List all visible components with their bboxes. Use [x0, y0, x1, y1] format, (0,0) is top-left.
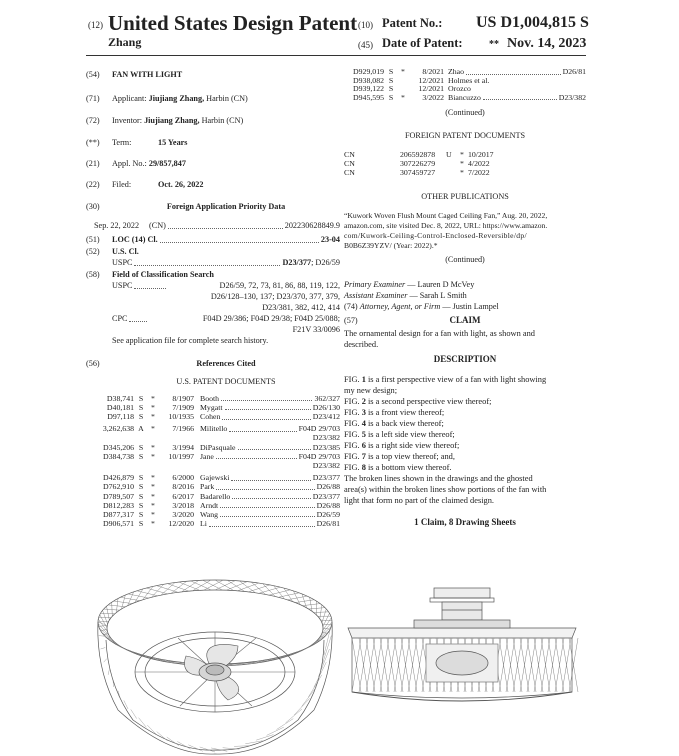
fig-text: is a right side view thereof; [365, 441, 460, 450]
foreign-kind [446, 168, 456, 177]
code-56: (56) [86, 359, 100, 368]
code-21: (21) [86, 159, 100, 168]
attorney-name: — Justin Lampel [440, 302, 499, 311]
ref-kind: S [138, 491, 144, 501]
foreign-heading: FOREIGN PATENT DOCUMENTS [404, 131, 526, 140]
us-reference-row [86, 394, 340, 403]
foreign-date: 4/2022 [468, 159, 490, 168]
us-reference-row [86, 510, 340, 519]
ref-number: D929,019 [353, 67, 384, 77]
foreign-country: CN [344, 150, 355, 159]
ref-date: 8/1907 [172, 393, 194, 403]
patent-number: US D1,004,815 S [476, 14, 589, 31]
fig-prefix: FIG. [344, 375, 362, 384]
patent-title: United States Design Patent [108, 11, 358, 35]
foreign-country: CN [344, 159, 355, 168]
attorney-code: (74) [344, 302, 358, 311]
other-pub-line-1: “Kuwork Woven Flush Mount Caged Ceiling Fan,” Aug. 20, 2022, [344, 211, 548, 220]
ref-star: * [151, 500, 155, 510]
fig-number: 2 [361, 397, 366, 406]
ref-star: * [151, 473, 155, 483]
code-10: (10) [358, 20, 373, 30]
ref-class: D26/88 [316, 482, 340, 492]
ref-kind: A [138, 424, 144, 434]
primary-examiner [344, 280, 474, 290]
assistant-examiner-label: Assistant Examiner [344, 291, 408, 300]
us-reference-row [86, 501, 340, 510]
field-note: See application file for complete search history. [112, 336, 269, 345]
foreign-star: * [460, 168, 464, 177]
ref-kind: S [138, 473, 144, 483]
field-cpc-line-2: F21V 33/0096 [292, 325, 340, 334]
ref-star: * [151, 491, 155, 501]
figure-description-line [344, 430, 586, 441]
figure-description-line [344, 419, 586, 430]
ref-kind: S [138, 482, 144, 492]
other-pubs-heading: OTHER PUBLICATIONS [421, 192, 509, 201]
priority-date: Sep. 22, 2022 [94, 221, 140, 230]
uscl-other: ; D26/59 [311, 258, 340, 267]
primary-examiner-name: — Lauren D McVey [405, 280, 475, 289]
foreign-reference-row [344, 150, 586, 159]
fig-prefix: FIG. [344, 441, 362, 450]
us-reference-row [86, 443, 340, 452]
claim-line-1: The ornamental design for a fan with light, as shown and [344, 329, 535, 338]
fig-prefix: FIG. [344, 397, 362, 406]
ref-number: 3,262,638 [102, 424, 134, 434]
assistant-examiner-name: — Sarah L Smith [407, 291, 467, 300]
code-30: (30) [86, 202, 100, 211]
ref-date: 12/2021 [418, 84, 444, 94]
priority-heading: Foreign Application Priority Data [166, 202, 286, 211]
ref-name: Holmes et al. [448, 75, 490, 85]
fan-side-view-drawing [342, 580, 582, 730]
field-uspc-label: USPC [112, 281, 133, 290]
ref-number: D97,118 [107, 412, 134, 422]
foreign-number: 206592878 [400, 150, 436, 159]
ref-kind: S [138, 509, 144, 519]
ref-kind: S [388, 92, 394, 102]
assistant-examiner [344, 291, 467, 301]
code-12: (12) [88, 20, 103, 30]
description-heading: DESCRIPTION [433, 354, 497, 364]
fig-text: my new design; [344, 386, 398, 395]
appl-row [112, 159, 186, 169]
fig-number: 7 [361, 452, 366, 461]
ref-kind: S [138, 519, 144, 529]
ref-name: Zhao [448, 67, 465, 77]
ref-kind: S [138, 442, 144, 452]
broken-lines-2: area(s) within the broken lines show portions of the fan with [344, 485, 547, 494]
claim-heading: CLAIM [449, 315, 481, 325]
inventor-location: Harbin (CN) [199, 116, 244, 125]
loc-row [112, 235, 340, 245]
other-pubs-continued: (Continued) [445, 255, 485, 264]
ref-name: Militello [200, 424, 228, 434]
field-uspc-line-3: D23/381, 382, 412, 414 [262, 303, 340, 312]
ref-number: D384,738 [103, 451, 134, 461]
ref-kind: S [138, 402, 144, 412]
field-cpc-label: CPC [112, 314, 128, 323]
ref-star: * [151, 442, 155, 452]
fig-text: is a left side view thereof; [365, 430, 455, 439]
us-reference-row [86, 425, 340, 434]
ref-date: 8/2016 [172, 482, 194, 492]
ref-class: D26/81 [562, 67, 586, 77]
us-reference-row [86, 483, 340, 492]
inventor-name: Jiujiang Zhang, [144, 116, 200, 125]
other-pub-line-3: com/Kuwork-Ceiling-Control-Enclosed-Reversible/dp/ [344, 231, 527, 240]
foreign-number: 307459727 [400, 168, 436, 177]
loc-label: LOC (14) Cl. [112, 235, 158, 244]
ref-class: F04D 29/703 [298, 424, 340, 434]
code-51: (51) [86, 235, 100, 244]
ref-name: Orozco [448, 84, 471, 94]
code-72: (72) [86, 116, 100, 125]
applicant-row [112, 94, 248, 104]
figure-description-line [344, 408, 586, 419]
ref-name: Park [200, 482, 215, 492]
foreign-date: 7/2022 [468, 168, 490, 177]
fig-text: is a front view thereof; [365, 408, 445, 417]
foreign-kind: U [446, 150, 452, 159]
code-58: (58) [86, 270, 100, 279]
ref-kind: S [138, 500, 144, 510]
ref-name: Wang [200, 509, 218, 519]
fig-text: is a bottom view thereof. [365, 463, 452, 472]
date-label: Date of Patent: [382, 36, 463, 50]
ref-star: * [151, 519, 155, 529]
attorney-label: Attorney, Agent, or Firm [359, 302, 441, 311]
code-57: (57) [344, 316, 358, 325]
code-45: (45) [358, 40, 373, 50]
filed-label: Filed: [112, 180, 132, 189]
code-54: (54) [86, 70, 100, 79]
ref-class: D23/377 [312, 491, 340, 501]
refs-heading: References Cited [196, 359, 256, 368]
fig-prefix: FIG. [344, 452, 362, 461]
uscl-row [112, 258, 340, 268]
applicant-location: Harbin (CN) [204, 94, 248, 103]
ref-class: D23/377 [312, 473, 340, 483]
us-reference-row [86, 492, 340, 501]
field-heading: Field of Classification Search [112, 270, 214, 279]
inventor-row [112, 116, 243, 126]
ref-kind: S [388, 67, 394, 77]
appl-label: Appl. No.: [112, 159, 147, 168]
ref-class: D23/412 [312, 412, 340, 422]
foreign-star: * [460, 159, 464, 168]
ref-number: D345,206 [103, 442, 134, 452]
appl-number: 29/857,847 [148, 159, 186, 168]
fig-text: is a first perspective view of a fan with light showing [365, 375, 547, 384]
us-reference-row [86, 474, 340, 483]
fig-prefix: FIG. [344, 463, 362, 472]
ref-number: D426,879 [103, 473, 134, 483]
figure-description-line [344, 463, 586, 474]
fig-prefix: FIG. [344, 430, 362, 439]
ref-name: Arndt [200, 500, 219, 510]
figure-description-line [344, 386, 586, 397]
ref-number: D812,283 [103, 500, 134, 510]
other-pub-line-4: B0B6Z39YZV/ (Year: 2022).* [344, 241, 438, 250]
ref-class-2: D23/382 [312, 433, 340, 443]
us-reference-row-continued [86, 461, 340, 470]
code-22: (22) [86, 180, 100, 189]
fig-text: is a back view thereof; [365, 419, 444, 428]
fig-text: is a top view thereof; and, [365, 452, 455, 461]
figure-description-line [344, 397, 586, 408]
ref-star: * [151, 509, 155, 519]
claim-line-2: described. [344, 340, 379, 349]
foreign-date: 10/2017 [468, 150, 494, 159]
fig-number: 5 [361, 430, 366, 439]
refs-subheading: U.S. PATENT DOCUMENTS [176, 377, 276, 386]
ref-kind: S [138, 451, 144, 461]
foreign-reference-row [344, 168, 586, 177]
foreign-number: 307226279 [400, 159, 436, 168]
ref-date: 10/1935 [168, 412, 194, 422]
applicant-label: Applicant: [112, 94, 147, 103]
ref-class: D26/88 [316, 500, 340, 510]
figure-description-line [344, 441, 586, 452]
figure-description-line [344, 375, 586, 386]
priority-number: 202230628849.9 [284, 221, 340, 230]
ref-star: * [151, 412, 155, 422]
ref-class: D26/81 [316, 519, 340, 529]
ref-number: D789,507 [103, 491, 134, 501]
ref-number: D40,181 [106, 402, 134, 412]
field-uspc-line-1: D26/59, 72, 73, 81, 86, 88, 119, 122, [219, 281, 340, 290]
ref-date: 12/2020 [168, 519, 194, 529]
ref-date: 6/2000 [172, 473, 194, 483]
ref-date: 10/1997 [168, 451, 194, 461]
ref-class: F04D 29/703 [298, 451, 340, 461]
fig-prefix: FIG. [344, 419, 362, 428]
ref-name: Li [200, 519, 207, 529]
ref-date: 8/2021 [422, 67, 444, 77]
foreign-reference-row [344, 159, 586, 168]
uscl-label: U.S. Cl. [112, 247, 139, 256]
term-label: Term: [112, 138, 132, 147]
priority-row [94, 221, 340, 231]
ref-name: Booth [200, 393, 220, 403]
ref-number: D945,595 [353, 92, 384, 102]
inventor-short: Zhang [108, 35, 142, 49]
inventor-label: Inventor: [112, 116, 143, 125]
fig-prefix: FIG. [344, 408, 362, 417]
ref-number: D38,741 [106, 393, 134, 403]
fig-number: 3 [361, 408, 366, 417]
ref-class-2: D23/382 [312, 461, 340, 470]
foreign-kind [446, 159, 456, 168]
fig-number: 4 [361, 419, 366, 428]
us-reference-row [86, 519, 340, 528]
ref-name: Gajewski [200, 473, 230, 483]
ref-star: * [151, 402, 155, 412]
uscl-main: D23/377 [282, 258, 312, 267]
code-71: (71) [86, 94, 100, 103]
code-52: (52) [86, 247, 100, 256]
us-reference-row [86, 452, 340, 461]
ref-name: Cohen [200, 412, 221, 422]
ref-class: D26/59 [316, 509, 340, 519]
ref-number: D877,317 [103, 509, 134, 519]
ref-class: D23/385 [312, 442, 340, 452]
code-term: (**) [86, 138, 100, 147]
header-rule [86, 55, 586, 56]
design-title: FAN WITH LIGHT [112, 70, 183, 79]
foreign-country: CN [344, 168, 355, 177]
uscl-uspc: USPC [112, 258, 133, 267]
us-reference-row-continued [86, 434, 340, 443]
ref-star: * [151, 451, 155, 461]
loc-value: 23-04 [320, 235, 340, 244]
ref-date: 3/2022 [422, 92, 444, 102]
ref-star: * [401, 92, 405, 102]
right-refs-continued: (Continued) [445, 108, 485, 117]
attorney [344, 302, 499, 312]
ref-date: 3/2020 [172, 509, 194, 519]
ref-number: D906,571 [103, 519, 134, 529]
broken-lines-3: light that form no part of the claimed design. [344, 496, 495, 505]
ref-kind: S [388, 75, 394, 85]
date-marker: ** [489, 39, 499, 50]
ref-star: * [151, 393, 155, 403]
right-reference-row [344, 94, 586, 103]
fig-number: 6 [361, 441, 366, 450]
ref-number: D762,910 [103, 482, 134, 492]
us-reference-row [86, 403, 340, 412]
foreign-star: * [460, 150, 464, 159]
us-references-table [86, 394, 340, 529]
priority-country: (CN) [149, 221, 166, 230]
ref-kind: S [388, 84, 394, 94]
ref-kind: S [138, 393, 144, 403]
ref-number: D938,082 [353, 75, 384, 85]
ref-star: * [151, 482, 155, 492]
claims-summary: 1 Claim, 8 Drawing Sheets [414, 517, 516, 527]
figure-description-line [344, 452, 586, 463]
us-reference-row [86, 412, 340, 421]
ref-date: 6/2017 [172, 491, 194, 501]
primary-examiner-label: Primary Examiner [344, 280, 406, 289]
ref-date: 3/2018 [172, 500, 194, 510]
date-of-patent: Nov. 14, 2023 [507, 36, 587, 51]
ref-name: Mygatt [200, 402, 223, 412]
fan-perspective-drawing [88, 560, 338, 756]
ref-class: D26/130 [312, 402, 340, 412]
fig-text: is a second perspective view thereof; [365, 397, 492, 406]
field-cpc-row [112, 314, 340, 324]
filed-date: Oct. 26, 2022 [158, 180, 204, 189]
ref-date: 7/1909 [172, 402, 194, 412]
biblio-right-column [344, 67, 586, 527]
other-pub-line-2: amazon.com, site visited Dec. 8, 2022, URL: https://www.amazon. [344, 221, 548, 230]
fig-number: 1 [361, 375, 366, 384]
ref-date: 3/1994 [172, 442, 194, 452]
ref-date: 7/1966 [172, 424, 194, 434]
ref-date: 12/2021 [418, 75, 444, 85]
ref-name: Biancuzzo [448, 92, 481, 102]
field-uspc-line-2: D26/128–130, 137; D23/370, 377, 379, [210, 292, 340, 301]
ref-star: * [401, 67, 405, 77]
ref-class: 362/327 [314, 393, 340, 403]
patent-no-label: Patent No.: [382, 16, 443, 30]
field-uspc-row [112, 281, 340, 291]
ref-class: D23/382 [558, 92, 586, 102]
ref-name: Badarello [200, 491, 231, 501]
ref-name: Jane [200, 451, 214, 461]
field-cpc-line-1: F04D 29/386; F04D 29/38; F04D 25/088; [202, 314, 340, 323]
ref-star: * [151, 424, 155, 434]
ref-kind: S [138, 412, 144, 422]
fig-number: 8 [361, 463, 366, 472]
term-value: 15 Years [158, 138, 188, 147]
ref-name: DiPasquale [200, 442, 236, 452]
broken-lines-1: The broken lines shown in the drawings and the ghosted [344, 474, 533, 483]
ref-number: D939,122 [353, 84, 384, 94]
applicant-name: Jiujiang Zhang, [148, 94, 205, 103]
